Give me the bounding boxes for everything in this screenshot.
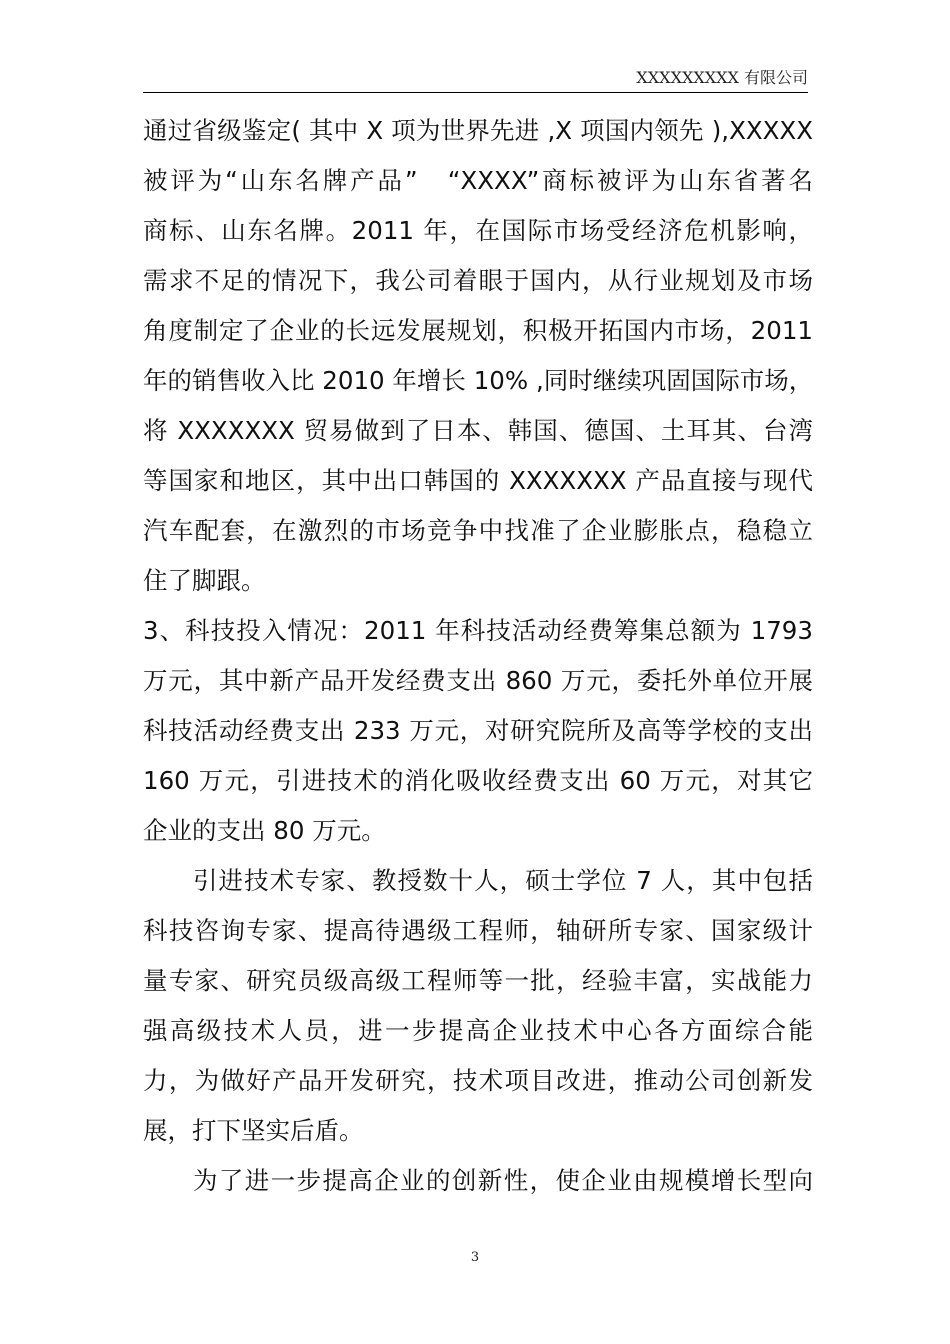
body-line: 展，打下坚实后盾。 — [143, 1116, 364, 1145]
body-line: 通过省级鉴定( 其中 X 项为世界先进 ,X 项国内领先 ),XXXXX — [143, 116, 813, 145]
body-line: 万元，其中新产品开发经费支出 860 万元，委托外单位开展 — [143, 666, 813, 695]
body-line: 商标、山东名牌。2011 年，在国际市场受经济危机影响， — [143, 216, 813, 245]
body-line: 等国家和地区，其中出口韩国的 XXXXXXX 产品直接与现代 — [143, 466, 813, 495]
body-line: 将 XXXXXXX 贸易做到了日本、韩国、德国、土耳其、台湾 — [143, 416, 813, 445]
body-line: 角度制定了企业的长远发展规划，积极开拓国内市场，2011 — [143, 316, 813, 345]
body-line: 科技咨询专家、提高待遇级工程师，轴研所专家、国家级计 — [143, 916, 813, 945]
body-line: 为了进一步提高企业的创新性，使企业由规模增长型向 — [193, 1166, 813, 1195]
body-line: 年的销售收入比 2010 年增长 10% ,同时继续巩固国际市场， — [143, 366, 814, 395]
body-line: 引进技术专家、教授数十人，硕士学位 7 人，其中包括 — [193, 866, 813, 895]
document-body — [143, 106, 813, 1206]
body-line: 3、科技投入情况：2011 年科技活动经费筹集总额为 1793 — [143, 616, 813, 645]
body-line: 企业的支出 80 万元。 — [143, 816, 386, 845]
body-line: 汽车配套，在激烈的市场竞争中找准了企业膨胀点，稳稳立 — [143, 516, 813, 545]
page-number: 3 — [470, 1250, 480, 1265]
body-line: 被评为“山东名牌产品” “XXXX”商标被评为山东省著名 — [143, 166, 813, 195]
page-header — [143, 66, 808, 93]
body-line: 住了脚跟。 — [143, 566, 266, 595]
body-line: 需求不足的情况下，我公司着眼于国内，从行业规划及市场 — [143, 266, 813, 295]
body-line: 力，为做好产品开发研究，技术项目改进，推动公司创新发 — [143, 1066, 813, 1095]
body-line: 量专家、研究员级高级工程师等一批，经验丰富，实战能力 — [143, 966, 813, 995]
body-line: 160 万元，引进技术的消化吸收经费支出 60 万元，对其它 — [143, 766, 813, 795]
body-line: 科技活动经费支出 233 万元，对研究院所及高等学校的支出 — [143, 716, 813, 745]
header-company-name: XXXXXXXXX 有限公司 — [636, 68, 808, 87]
body-line: 强高级技术人员，进一步提高企业技术中心各方面综合能 — [143, 1016, 813, 1045]
